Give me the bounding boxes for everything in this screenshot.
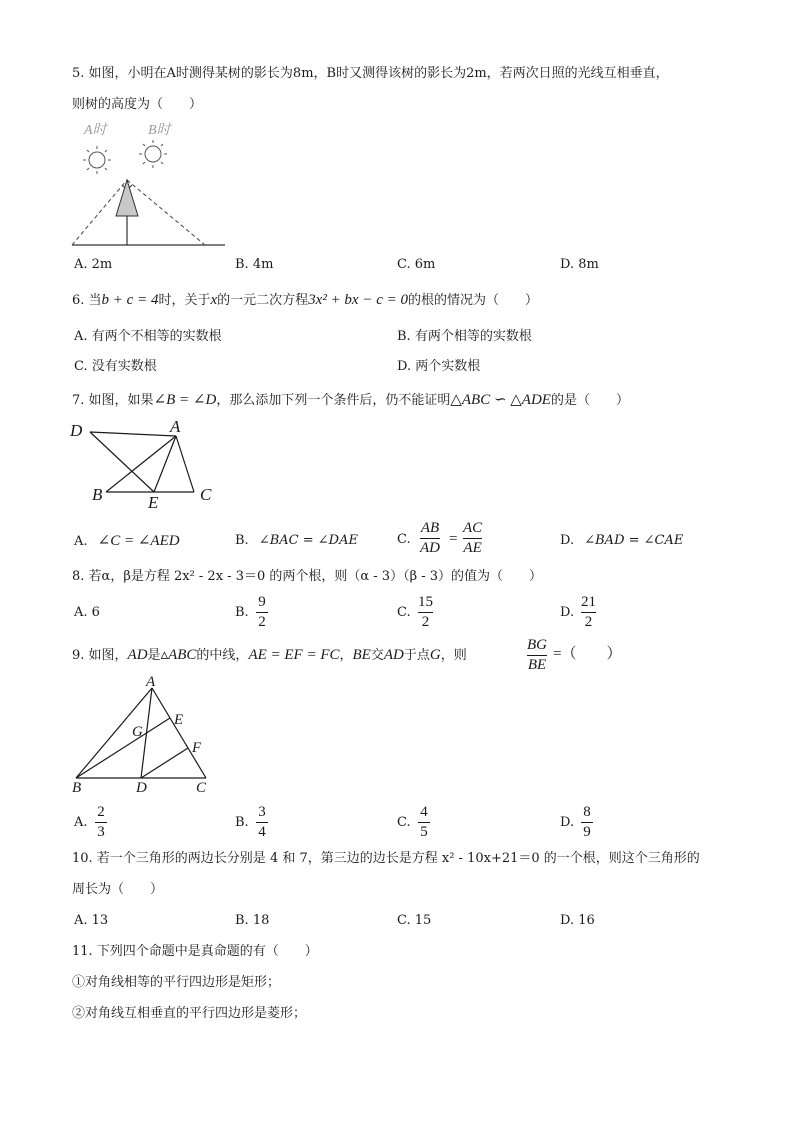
q5-option-d: D. 8m [560,257,599,272]
q9-stem-mid6: ，则 [440,648,467,663]
q9-option-a-den: 3 [97,823,105,840]
q9-option-a-frac [95,804,107,840]
q9-stem-mid3: ， [339,648,353,663]
q9-ad: AD [127,647,148,663]
q8-option-c-den: 2 [421,613,430,630]
q8-option-d-den: 2 [584,613,593,630]
q7-option-c-den1: AD [420,539,440,556]
q8-option-b-num: 9 [258,594,266,610]
q7-label-d: D [70,421,83,440]
q9-stem-mid5: 于点 [403,648,430,663]
q9-option-d-num: 8 [583,804,591,820]
q7-stem-pre: 7. 如图，如果 [72,393,154,408]
q9-option-a-label: A. [74,815,88,830]
q9-option-d-frac [581,804,593,840]
q9-stem-frac-den: BE [527,656,547,673]
q6-equation: 3x² + bx − c = 0 [308,292,408,308]
q9-equation: AE = EF = FC [248,647,340,663]
q10-option-d: D. 16 [560,913,595,928]
q9-option-c-frac [418,804,430,840]
q9-be: BE [352,647,371,663]
q9-option-b-frac [256,804,268,840]
q7-option-a-text: ∠C = ∠AED [97,533,180,549]
q7-option-c-den2: AE [463,539,482,556]
q6-stem-post: 的根的情况为（ ） [408,293,539,308]
q9-option-c-den: 5 [420,823,428,840]
q8-option-a: A. 6 [74,605,100,620]
q7-option-d [560,533,683,549]
q6-option-d: D. 两个实数根 [397,359,481,374]
sun-a-icon [83,146,111,174]
q9-label-a: A [146,674,156,690]
q9-stem-frac-num: BG [527,637,547,653]
q9-label-f: F [192,740,202,756]
q11-stem: 11. 下列四个命题中是真命题的有（ ） [72,944,318,959]
q9-stem-mid: 是 [147,648,161,663]
q5-stem-line2: 则树的高度为（ ） [72,97,203,112]
q6-option-c: C. 没有实数根 [74,359,157,374]
q10-stem-line2: 周长为（ ） [72,882,164,897]
q6-stem-mid: 时，关于 [158,293,211,308]
q9-g: G [429,647,441,663]
q6-stem [72,291,538,309]
q7-stem-post: 的是（ ） [550,393,629,408]
q10-option-a: A. 13 [74,913,109,928]
q7-option-a [74,532,180,550]
sun-b-icon [139,140,167,168]
q9-stem-post: =（ ） [553,646,622,662]
q7-option-d-label: D. [560,533,575,548]
q8-option-c-num: 15 [418,594,433,610]
q9-stem [72,646,467,664]
q6-option-a: A. 有两个不相等的实数根 [74,329,222,344]
q9-ad2: AD [383,647,404,663]
q7-label-c: C [200,485,212,504]
q7-option-c-num1: AB [420,520,440,536]
q9-label-g: G [132,724,143,740]
q9-option-b-label: B. [235,815,249,830]
q7-option-c-num2: AC [463,520,483,536]
q6-stem-mid2: 的一元二次方程 [217,293,309,308]
q9-option-b-den: 4 [258,823,266,840]
q9-label-d: D [136,780,147,796]
q9-label-c: C [196,780,207,796]
q7-option-b-text: ∠BAC = ∠DAE [258,533,358,548]
q6-option-b: B. 有两个相等的实数根 [397,329,532,344]
q9-stem-frac [527,637,547,673]
q7-stem [72,391,629,409]
q10-option-b: B. 18 [235,913,270,928]
q5-fig-label-a-time: A时 [84,123,107,138]
q7-option-c-frac2 [463,520,482,556]
q7-stem-mid: ，那么添加下列一个条件后，仍不能证明 [216,393,451,408]
q8-option-d-frac [581,594,596,630]
q8-option-d-label: D. [560,605,575,620]
q8-option-c-label: C. [397,605,411,620]
tree-icon [116,180,138,216]
q8-option-c-frac [418,594,433,630]
q9-figure-triangle [68,676,218,796]
q7-condition: ∠B = ∠D [153,392,217,408]
q7-figure-triangles [68,418,228,510]
q6-variable: x [210,292,218,308]
q8-option-b-frac [256,594,268,630]
q8-option-b-label: B. [235,605,249,620]
q7-option-b [235,533,358,549]
q7-option-c-label: C. [397,532,411,547]
q9-stem-pre: 9. 如图， [72,648,128,663]
q11-item-1: ①对角线相等的平行四边形是矩形； [72,975,281,990]
q9-label-b: B [72,780,82,796]
q9-option-c-num: 4 [420,804,428,820]
q9-stem-mid2: 的中线， [196,648,249,663]
q5-option-b: B. 4m [235,257,274,272]
q9-option-b-num: 3 [258,804,266,820]
q7-label-b: B [92,485,103,504]
q11-item-2: ②对角线互相垂直的平行四边形是菱形； [72,1006,307,1021]
q5-stem-line1: 5. 如图，小明在A时测得某树的影长为8m，B时又测得该树的影长为2m，若两次日照的光线互相垂直， [72,66,669,81]
q7-option-c-frac1 [420,520,440,556]
q7-label-a: A [170,417,181,436]
q7-label-e: E [148,493,159,512]
q10-stem-line1: 10. 若一个三角形的两边长分别是 4 和 7，第三边的边长是方程 x² - 10x+21＝0 的一个根，则这个三角形的 [72,851,700,866]
q9-option-a-num: 2 [97,804,105,820]
q5-fig-label-b-time: B时 [148,123,171,138]
q7-option-d-text: ∠BAD = ∠CAE [584,533,684,548]
q8-option-b-den: 2 [258,613,266,630]
q9-triangle: ▵ABC [160,647,197,663]
q9-option-d-den: 9 [583,823,591,840]
q6-condition: b + c = 4 [101,292,159,308]
q7-option-b-label: B. [235,533,249,548]
q5-option-c: C. 6m [397,257,436,272]
q9-label-e: E [174,712,184,728]
q8-option-d-num: 21 [581,594,596,610]
q6-stem-pre: 6. 当 [72,293,102,308]
q8-stem: 8. 若α，β是方程 2x² - 2x - 3＝0 的两个根，则（α - 3）（β - 3）的值为（ ） [72,569,543,584]
q9-option-d-label: D. [560,815,575,830]
q7-option-a-label: A. [74,534,88,549]
q9-stem-mid4: 交 [370,648,384,663]
q5-option-a: A. 2m [74,257,113,272]
q5-figure-tree-shadow [70,118,255,250]
q7-similarity: △ABC ∽ △ADE [450,392,551,408]
q7-option-c-equals: = [449,531,458,547]
q9-option-c-label: C. [397,815,411,830]
q10-option-c: C. 15 [397,913,432,928]
